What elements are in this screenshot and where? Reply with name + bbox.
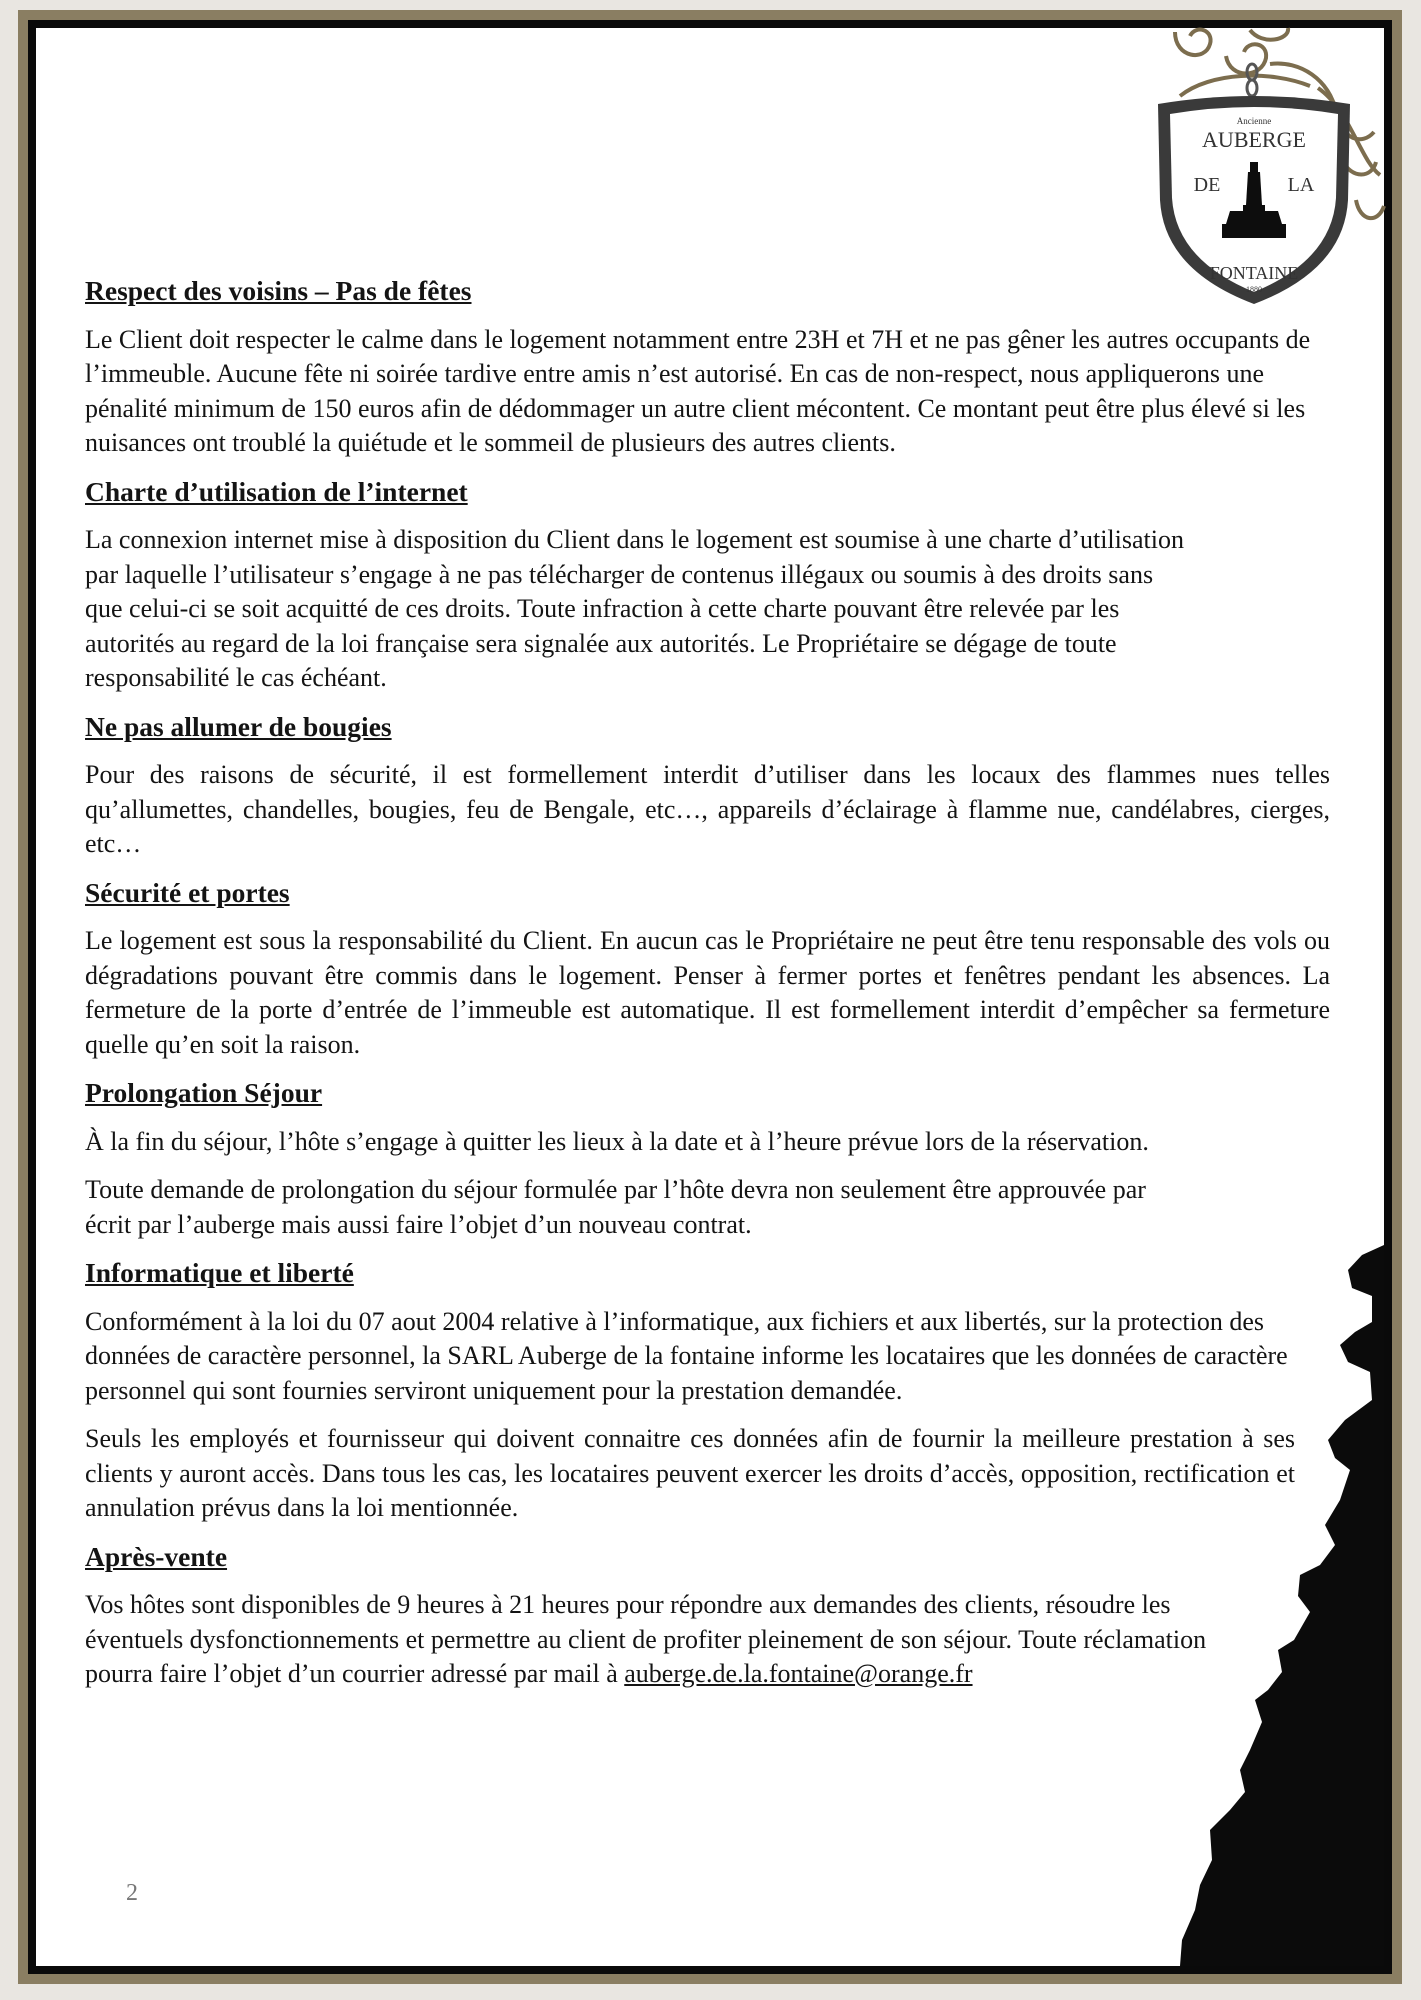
section-paragraph: Toute demande de prolongation du séjour formulée par l’hôte devra non seulement être approuvée par écrit par l’auberge mais aussi faire l’objet d’un nouveau contrat. [85,1175,1146,1239]
document-body [85,274,1330,1692]
section-prolongation-sejour [85,1076,1330,1242]
logo-year: 1880 [1246,285,1262,294]
section-paragraph: Le Client doit respecter le calme dans le logement notamment entre 23H et 7H et ne pas gêner les autres occupants de l’immeuble. Aucune fête ni soirée tardive entre amis n’est autorisé. En cas de non-respect, nous appliquerons une pénalité minimum de 150 euros afin de dédommager un autre client mécontent. Ce montant peut être plus élevé si les nuisances ont troublé la quiétude et le sommeil de plusieurs des autres clients. [85,324,1311,457]
section-informatique-liberte [85,1256,1330,1526]
email-link[interactable]: auberge.de.la.fontaine@orange.fr [624,1659,973,1688]
section-paragraph: Le logement est sous la responsabilité du Client. En aucun cas le Propriétaire ne peut être tenu responsable des vols ou dégradations pouvant être commis dans le logement. Penser à fermer portes et fenêtres pendant les absences. La fermeture de la porte d’entrée de l’immeuble est automatique. Il est formellement interdit d’empêcher sa fermeture quelle qu’en soit la raison. [85,926,1330,1059]
logo-left-word: DE [1193,174,1221,196]
page-number: 2 [126,1880,138,1906]
section-heading: Ne pas allumer de bougies [85,710,392,742]
section-paragraph: À la fin du séjour, l’hôte s’engage à quitter les lieux à la date et à l’heure prévue lors de la réservation. [85,1126,1149,1156]
section-paragraph: Conformément à la loi du 07 aout 2004 relative à l’informatique, aux fichiers et aux libertés, sur la protection des données de caractère personnel, la SARL Auberge de la fontaine informe les locataires que les données de caractère personnel qui sont fournies serviront uniquement pour la prestation demandée. [85,1306,1288,1405]
section-heading: Sécurité et portes [85,876,290,908]
hanging-chain-icon [1247,64,1257,96]
section-bougies [85,710,1330,862]
logo-small-text: Ancienne [1236,116,1272,126]
paragraph-text: Vos hôtes sont disponibles de 9 heures à 21 heures pour répondre aux demandes des clients, résoudre les éventuels dysfonctionnements et permettre au client de profiter pleinement de son séjour. Toute réclamation pourra faire l’objet d’un courrier adressé par mail à [85,1590,1207,1688]
auberge-logo [1158,96,1350,304]
section-heading: Prolongation Séjour [85,1077,323,1108]
section-paragraph: Pour des raisons de sécurité, il est formellement interdit d’utiliser dans les locaux des flammes nues telles qu’allumettes, chandelles, bougies, feu de Bengale, etc…, appareils d’éclairage à flamme nue, candélabres, cierges, etc… [85,760,1330,858]
section-paragraph: La connexion internet mise à disposition du Client dans le logement est soumise à une charte d’utilisation par laquelle l’utilisateur s’engage à ne pas télécharger de contenus illégaux ou soumis à des droits sans que celui-ci se soit acquitté de ces droits. Toute infraction à cette charte pouvant être relevée par les autorités au regard de la loi française sera signalée aux autorités. Le Propriétaire se dégage de toute responsabilité le cas échéant. [85,525,1184,692]
section-heading: Respect des voisins – Pas de fêtes [85,275,472,306]
logo-name: FONTAINE [1209,263,1299,283]
section-charte-internet [85,475,1330,696]
section-heading: Après-vente [85,1540,228,1572]
section-apres-vente [85,1540,1330,1692]
section-heading: Informatique et liberté [85,1257,354,1288]
section-respect-voisins [85,274,1330,461]
logo-right-word: LA [1287,174,1315,196]
section-securite-portes [85,876,1330,1063]
logo-title: AUBERGE [1202,127,1306,152]
section-paragraph: Seuls les employés et fournisseur qui doivent connaitre ces données afin de fournir la meilleure prestation à ses clients y auront accès. Dans tous les cas, les locataires peuvent exercer les droits d’accès, opposition, rectification et annulation prévus dans la loi mentionnée. [85,1424,1295,1522]
section-paragraph [85,1588,1235,1692]
section-heading: Charte d’utilisation de l’internet [85,475,468,507]
